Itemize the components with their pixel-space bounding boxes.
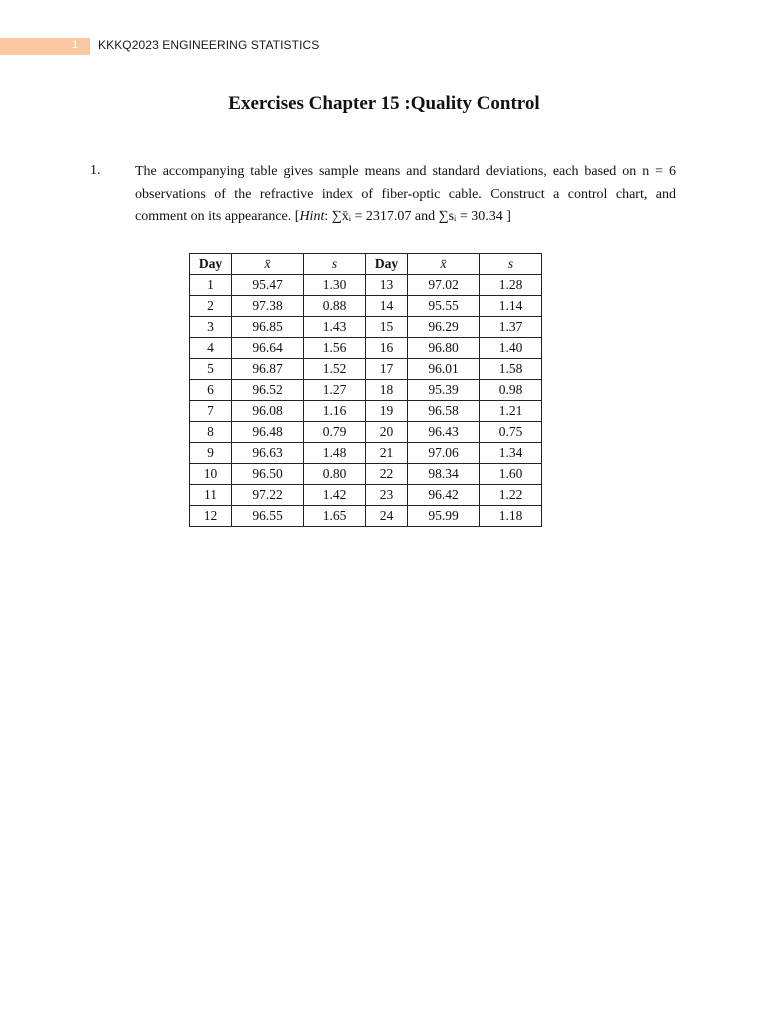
cell-s: 1.14 <box>480 296 542 317</box>
cell-day: 7 <box>190 401 232 422</box>
question-text <box>135 161 676 229</box>
cell-day: 4 <box>190 338 232 359</box>
cell-xbar: 97.22 <box>232 485 304 506</box>
data-table <box>189 253 542 527</box>
cell-s: 1.16 <box>304 401 366 422</box>
table-row <box>190 485 542 506</box>
page-title: Exercises Chapter 15 :Quality Control <box>228 93 540 114</box>
cell-day: 23 <box>366 485 408 506</box>
cell-day: 17 <box>366 359 408 380</box>
question-line-3-start: comment on its appearance. [ <box>135 209 300 224</box>
table-row <box>190 380 542 401</box>
cell-xbar: 98.34 <box>408 464 480 485</box>
cell-day: 2 <box>190 296 232 317</box>
cell-xbar: 96.64 <box>232 338 304 359</box>
question-line-1: The accompanying table gives sample means and standard deviations, each based on n = 6 <box>135 164 676 179</box>
cell-s: 1.52 <box>304 359 366 380</box>
hint-label: Hint <box>299 209 325 224</box>
cell-s: 1.60 <box>480 464 542 485</box>
cell-day: 22 <box>366 464 408 485</box>
cell-s: 1.56 <box>304 338 366 359</box>
table-row <box>190 296 542 317</box>
hint-sum-s: ∑sᵢ = 30.34 <box>438 209 503 224</box>
cell-day: 21 <box>366 443 408 464</box>
cell-xbar: 96.58 <box>408 401 480 422</box>
cell-day: 1 <box>190 275 232 296</box>
cell-day: 11 <box>190 485 232 506</box>
cell-s: 1.58 <box>480 359 542 380</box>
column-header-s: s <box>304 254 366 275</box>
cell-s: 1.42 <box>304 485 366 506</box>
cell-s: 1.27 <box>304 380 366 401</box>
cell-xbar: 96.52 <box>232 380 304 401</box>
cell-xbar: 96.50 <box>232 464 304 485</box>
cell-s: 1.37 <box>480 317 542 338</box>
cell-xbar: 97.38 <box>232 296 304 317</box>
column-header-s: s <box>480 254 542 275</box>
cell-xbar: 96.87 <box>232 359 304 380</box>
column-header-xbar: x̄ <box>408 254 480 275</box>
question-line-2: observations of the refractive index of fiber-optic cable. Construct a control chart, and <box>135 186 676 202</box>
table-row <box>190 464 542 485</box>
question-line-3 <box>135 206 676 229</box>
cell-day: 14 <box>366 296 408 317</box>
column-header-xbar: x̄ <box>232 254 304 275</box>
cell-day: 19 <box>366 401 408 422</box>
cell-xbar: 96.42 <box>408 485 480 506</box>
cell-day: 8 <box>190 422 232 443</box>
table-body <box>190 275 542 527</box>
cell-s: 1.30 <box>304 275 366 296</box>
cell-xbar: 95.47 <box>232 275 304 296</box>
table-row <box>190 275 542 296</box>
table-row <box>190 443 542 464</box>
cell-day: 3 <box>190 317 232 338</box>
cell-day: 9 <box>190 443 232 464</box>
cell-xbar: 96.48 <box>232 422 304 443</box>
cell-xbar: 95.39 <box>408 380 480 401</box>
column-header-day: Day <box>190 254 232 275</box>
table-row <box>190 338 542 359</box>
cell-s: 0.88 <box>304 296 366 317</box>
table-row <box>190 422 542 443</box>
page-number: 1 <box>72 39 79 51</box>
cell-day: 13 <box>366 275 408 296</box>
table-row <box>190 317 542 338</box>
course-title: KKKQ2023 ENGINEERING STATISTICS <box>98 38 320 52</box>
cell-s: 1.43 <box>304 317 366 338</box>
cell-s: 0.80 <box>304 464 366 485</box>
cell-s: 1.40 <box>480 338 542 359</box>
cell-s: 0.98 <box>480 380 542 401</box>
cell-day: 12 <box>190 506 232 527</box>
cell-s: 1.48 <box>304 443 366 464</box>
cell-xbar: 97.02 <box>408 275 480 296</box>
cell-s: 1.28 <box>480 275 542 296</box>
cell-xbar: 96.01 <box>408 359 480 380</box>
cell-s: 1.21 <box>480 401 542 422</box>
table-row <box>190 506 542 527</box>
cell-xbar: 96.85 <box>232 317 304 338</box>
cell-day: 15 <box>366 317 408 338</box>
cell-day: 6 <box>190 380 232 401</box>
cell-day: 16 <box>366 338 408 359</box>
cell-xbar: 95.55 <box>408 296 480 317</box>
cell-day: 5 <box>190 359 232 380</box>
cell-xbar: 96.55 <box>232 506 304 527</box>
cell-s: 0.79 <box>304 422 366 443</box>
hint-and: and <box>411 209 439 224</box>
table-row <box>190 359 542 380</box>
cell-xbar: 96.80 <box>408 338 480 359</box>
cell-xbar: 96.63 <box>232 443 304 464</box>
cell-s: 0.75 <box>480 422 542 443</box>
cell-day: 20 <box>366 422 408 443</box>
question-line-3-end: ] <box>502 209 511 224</box>
cell-day: 10 <box>190 464 232 485</box>
table-header-row <box>190 254 542 275</box>
table-row <box>190 401 542 422</box>
cell-s: 1.22 <box>480 485 542 506</box>
cell-xbar: 96.29 <box>408 317 480 338</box>
cell-s: 1.18 <box>480 506 542 527</box>
hint-sum-x: : ∑x̄ᵢ = 2317.07 <box>324 209 412 224</box>
cell-xbar: 96.08 <box>232 401 304 422</box>
cell-s: 1.34 <box>480 443 542 464</box>
cell-day: 24 <box>366 506 408 527</box>
column-header-day: Day <box>366 254 408 275</box>
cell-xbar: 96.43 <box>408 422 480 443</box>
cell-s: 1.65 <box>304 506 366 527</box>
cell-xbar: 95.99 <box>408 506 480 527</box>
question-number: 1. <box>90 163 101 178</box>
cell-day: 18 <box>366 380 408 401</box>
cell-xbar: 97.06 <box>408 443 480 464</box>
